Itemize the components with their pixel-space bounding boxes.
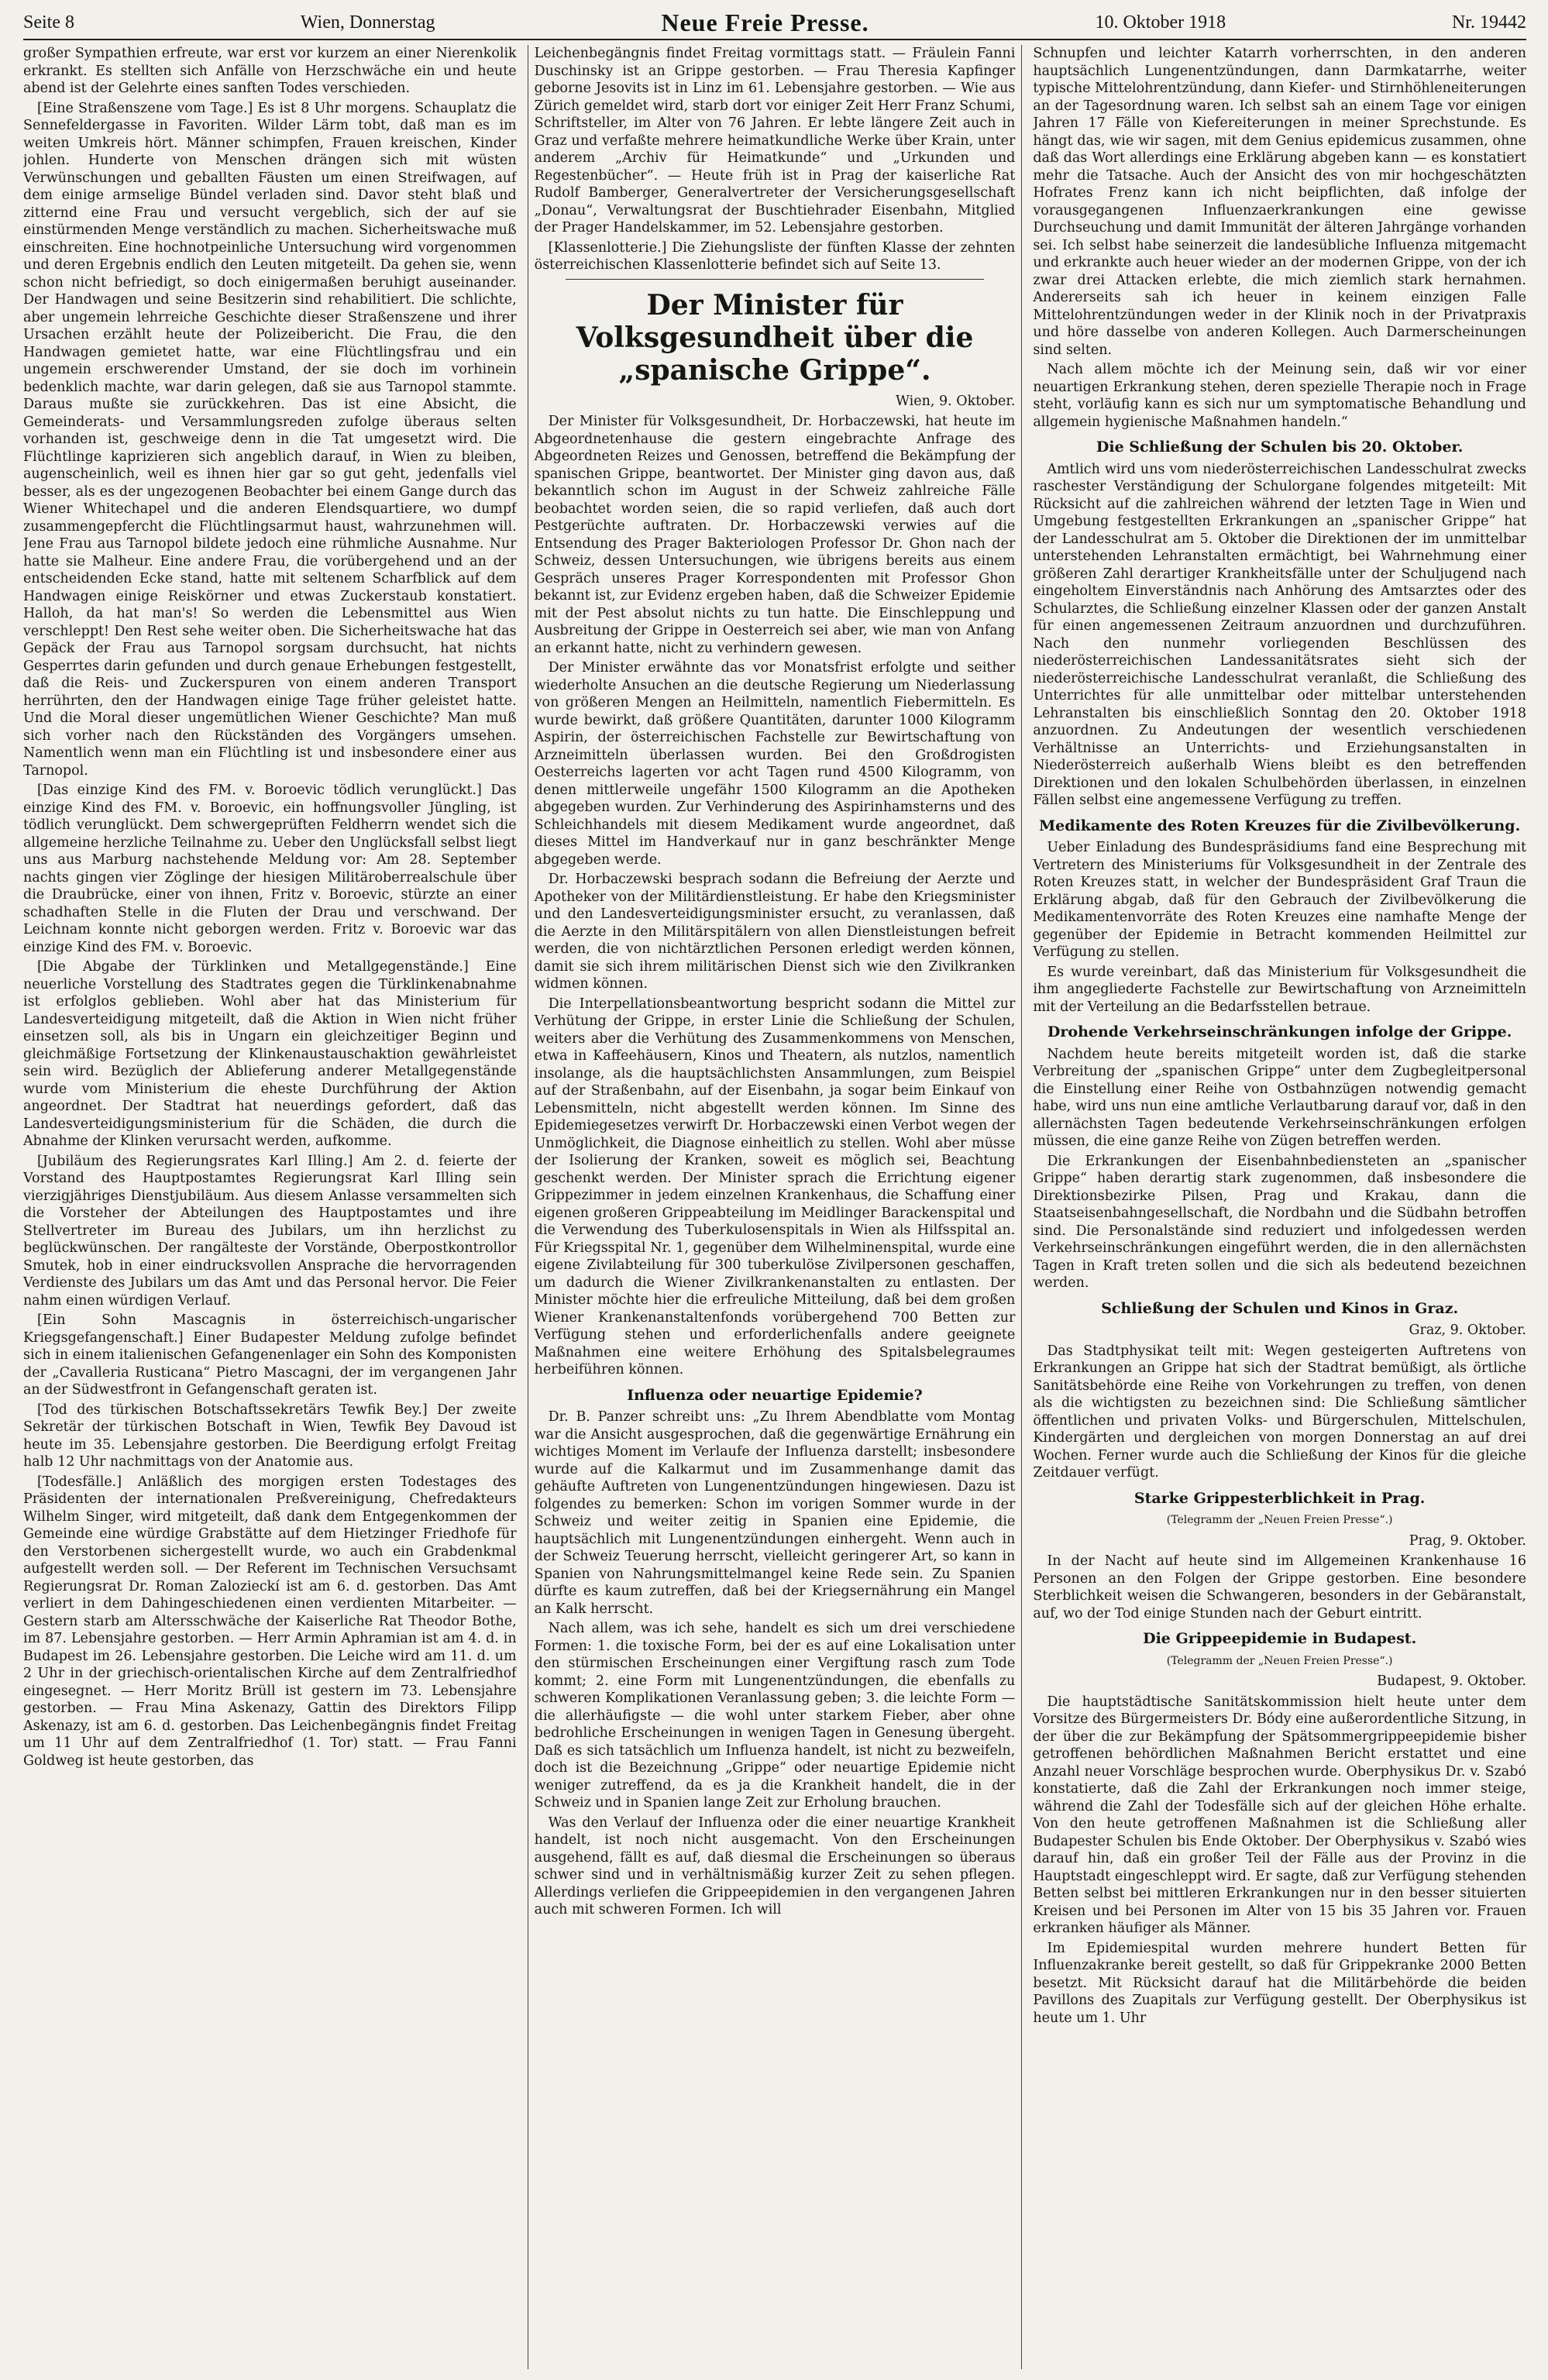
headline-graz: Schließung der Schulen und Kinos in Graz.	[1101, 1299, 1459, 1317]
paragraph: Das Stadtphysikat teilt mit: Wegen gesteigerten Auftretens von Erkrankungen an Grippe hat sich der Stadtrat bemüßigt, als örtliche Sanitätsbehörde eine Reihe von Vorkehrungen zu treffen, von denen als die wichtigsten zu bezeichnen sind: Die Schließung sämtlicher öffentlichen und privaten Volks- und Bürgerschulen, Mittelschulen, Kindergärten und dergleichen von morgen Donnerstag an auf drei Wochen. Ferner wurde auch die Schließung der Kinos für die gleiche Zeitdauer verfügt.	[1033, 1343, 1526, 1481]
article-traffic	[1033, 1046, 1526, 1292]
headline-budapest: Die Grippeepidemie in Budapest.	[1143, 1630, 1417, 1647]
article-red-cross	[1033, 839, 1526, 1016]
page-number: Seite 8	[23, 12, 74, 33]
headline-traffic: Drohende Verkehrseinschränkungen infolge der Grippe.	[1047, 1023, 1512, 1040]
paragraph: [Jubiläum des Regierungsrates Karl Illing.] Am 2. d. feierte der Vorstand des Hauptpostamtes Regierungsrat Karl Illing sein vierzigjähriges Dienstjubiläum. Aus diesem Anlasse versammelten sich die Vorsteher der Abteilungen des Hauptpostamtes und ihre Stellvertreter im Bureau des Jubilars, um ihn herzlichst zu beglückwünschen. Der rangälteste der Vorstände, Oberpostkontrollor Smutek, hob in einer eindrucksvollen Ansprache die hervorragenden Verdienste des Jubilars um das Amt und das Personal hervor. Die Feier nahm einen würdigen Verlauf.	[23, 1153, 517, 1309]
col2-top-notices	[535, 45, 1016, 274]
main-dateline: Wien, 9. Oktober.	[895, 393, 1016, 409]
dateline-prague: Prag, 9. Oktober.	[1409, 1532, 1526, 1549]
paragraph: großer Sympathien erfreute, war erst vor kurzem an einer Nierenkolik erkrankt. Es stellten sich Anfälle von Herzschwäche ein und heute abend ist der Gelehrte eines sanften Todes verschieden.	[23, 46, 517, 96]
paragraph: Die hauptstädtische Sanitätskommission hielt heute unter dem Vorsitze des Bürgermeisters Dr. Bódy eine außerordentliche Sitzung, in der über die zur Bekämpfung der Spätsommergrippeepidemie bisher getroffenen behördlichen Maßnahmen Bericht erstattet und eine Anzahl neuer Vorschläge besprochen wurde. Oberphysikus Dr. v. Szabó konstatierte, daß die Zahl der Erkrankungen noch immer steige, während die Zahl der Todesfälle sich auf der gleichen Höhe erhalte. Von den heute getroffenen Maßnahmen ist die Schließung aller Budapester Schulen bis Ende Oktober. Der Oberphysikus v. Szabó wies darauf hin, daß ein großer Teil der Fälle aus der Provinz in die Hauptstadt eingeschleppt wird. Er sagte, daß zur Verfügung stehenden Betten selbst bei mittleren Erkrankungen nur in den besser situierten Kreisen und bei Personen im Alter von 15 bis 35 Jahren vor. Frauen erkranken häufiger als Männer.	[1033, 1694, 1526, 1936]
paragraph: Dr. B. Panzer schreibt uns: „Zu Ihrem Abendblatte vom Montag war die Ansicht ausgesprochen, daß die gegenwärtige Ernährung ein wichtiges Moment im Verlaufe der Influenza darstellt; insbesondere wurde auf die Kalkarmut und im Zusammenhange damit das gehäufte Auftreten von Lungenentzündungen hingewiesen. Dazu ist folgendes zu bemerken: Schon im vorigen Sommer wurde in der Schweiz und weiter zeitig in Spanien eine Epidemie, die hauptsächlich mit Lungenentzündungen einhergeht. Wenn auch in der Schweiz Teuerung herrscht, vielleicht geringerer Art, so kann in Spanien von Nahrungsmittelmangel keine Rede sein. Zu Spanien dürfte es kaum zutreffen, daß bei der Kriegsernährung ein Mangel an Kalk herrscht.	[534, 1409, 1016, 1617]
column-3	[1033, 45, 1526, 2369]
paragraph: [Eine Straßenszene vom Tage.] Es ist 8 Uhr morgens. Schauplatz die Sennefeldergasse in Favoriten. Wilder Lärm tobt, daß man es im weiten Umkreis hört. Männer schimpfen, Frauen kreischen, Kinder johlen. Hunderte von Menschen drängen sich mit wüsten Verwünschungen und geballten Fäusten um einen Streifwagen, auf dem einige armselige Bündel verladen sind. Davor steht blaß und zitternd eine Frau und versucht vergeblich, sich der auf sie einstürmenden Menge verständlich zu machen. Sicherheitswache muß einschreiten. Eine hochnotpeinliche Untersuchung wird vorgenommen und deren Ergebnis endlich den Leuten mitgeteilt. Da gehen sie, wenn schon nicht befriedigt, so doch einigermaßen beruhigt auseinander. Der Handwagen und seine Besitzerin sind rehabilitiert. Die schlichte, aber ungemein lehrreiche Geschichte dieser Straßenszene und ihrer Ursachen erzählt heute der Polizeibericht. Die Frau, die den Handwagen gemietet hatte, war eine Flüchtlingsfrau und ein ungemein erschwerender Umstand, der sie doch im vorhinein bedenklich machte, war darin gelegen, daß sie aus Tarnopol stammte. Daraus mußte sie zurückkehren. Das ist eine Absicht, die Gemeinderats- und Versammlungsreden zufolge überaus selten vorhanden ist, geschweige denn in die Tat umgesetzt wird. Die Flüchtlinge kaprizieren sich angeblich darauf, in Wien zu bleiben, augenscheinlich, weil es ihnen hier gar so gut geht, jedenfalls viel besser, als es der ungezogenen Beobachter bei einem Gange durch das Wiener Whitechapel und die anderen Elendsquartiere, wo dumpf zusammengepfercht die Flüchtlingsarmut haust, wahrzunehmen will. Jene Frau aus Tarnopol bildete jedoch eine rühmliche Ausnahme. Nur hatte sie Malheur. Eine andere Frau, die vorübergehend und an der entscheidenden Ecke stand, hatte mit seltenem Scharfblick auf dem Handwagen einige Reiskörner und etwas Zuckerstaub konstatiert. Halloh, da hat man's! So werden die Lebensmittel aus Wien verschleppt! Den Rest sehe weiter oben. Die Sicherheitswache hat das Gepäck der Frau aus Tarnopol sorgsam durchsucht, hat nichts Gesperrtes darin gefunden und durch genaue Erhebungen festgestellt, daß die Reis- und Zuckerspuren von einem anderen Transport herrührten, den der Handwagen einige Tage früher geleistet hatte. Und die Moral dieser ungemütlichen Wiener Geschichte? Man muß sich vorher nach den Rückständen des Vorgängers umsehen. Namentlich wenn man ein Flüchtling ist und insbesondere einer aus Tarnopol.	[23, 100, 517, 779]
paragraph: [Tod des türkischen Botschaftssekretärs Tewfik Bey.] Der zweite Sekretär der türkischen Botschaft in Wien, Tewfik Bey Davoud ist heute im 35. Lebensjahre gestorben. Die Beerdigung erfolgt Freitag halb 12 Uhr nachmittags von der Anatomie aus.	[23, 1402, 517, 1470]
headline-prague: Starke Grippesterblichkeit in Prag.	[1133, 1489, 1426, 1507]
main-article-body	[535, 413, 1016, 1379]
paragraph: Was den Verlauf der Influenza oder die einer neuartige Krankheit handelt, ist noch nicht ausgemacht. Von den Erscheinungen ausgehend, fällt es auf, daß diesmal die Erscheinungen so überaus schwer sind und in verhältnismäßig kurzer Zeit zu sehen pflegen. Allerdings verliefen die Grippeepidemien in den vergangenen Jahren auch mit schweren Formen. Ich will	[534, 1814, 1016, 1917]
paragraph: Der Minister erwähnte das vor Monatsfrist erfolgte und seither wiederholte Ansuchen an die deutsche Regierung um Niederlassung von größeren Mengen an Heilmitteln, namentlich Fiebermitteln. Es wurde bewirkt, daß größere Quantitäten, darunter 1000 Kilogramm Aspirin, der österreichischen Fachstelle zur Bewirtschaftung von Arzneimitteln überlassen wurden. Bei den Großdrogisten Oesterreichs lagerten vor acht Tagen rund 4500 Kilogramm, von denen mittlerweile ungefähr 1500 Kilogramm an die Apotheken abgegeben wurden. Zur Verhinderung des Aspirinhamsterns und des Schleichhandels mit diesem Medikament wurde angeordnet, daß dieses Mittel im Handverkauf nur in ganz beschränkter Menge abgegeben werde.	[534, 660, 1016, 868]
dateline-budapest: Budapest, 9. Oktober.	[1377, 1673, 1526, 1689]
paragraph: In der Nacht auf heute sind im Allgemeinen Krankenhause 16 Personen an den Folgen der Grippe gestorben. Eine besondere Sterblichkeit weisen die Schwangeren, besonders in der Gebäranstalt, auf, wo der Tod einige Stunden nach der Geburt eintritt.	[1033, 1553, 1526, 1622]
paragraph: [Klassenlotterie.] Die Ziehungsliste der fünften Klasse der zehnten österreichischen Klassenlotterie befindet sich auf Seite 13.	[534, 239, 1016, 273]
issue-date: 10. Oktober 1918	[1095, 12, 1226, 33]
main-headline: Der Minister für Volksgesundheit über die „spanische Grippe“.	[576, 288, 974, 387]
paragraph: Nach allem möchte ich der Meinung sein, daß wir vor einer neuartigen Erkrankung stehen, deren spezielle Therapie noch in Frage steht, vorläufig kann es sich nur um symptomatische Behandlung und allgemein hygienische Maßnahmen handeln.“	[1033, 362, 1526, 430]
paragraph: Der Minister für Volksgesundheit, Dr. Horbaczewski, hat heute im Abgeordnetenhause die gestern eingebrachte Anfrage des Abgeordneten Reizes und Genossen, betreffend die Bekämpfung der spanischen Grippe, beantwortet. Der Minister ging davon aus, daß bekanntlich schon im August in der Schweiz zahlreiche Fälle beobachtet worden seien, die so rapid verliefen, daß auch dort Pestgerüchte auftraten. Dr. Horbaczewski verwies auf die Entsendung des Prager Bakteriologen Professor Dr. Ghon nach der Schweiz, dessen Untersuchungen, wie übrigens bereits aus einem Gespräch unseres Prager Korrespondenten mit Professor Ghon bekannt ist, zur Evidenz ergeben haben, daß die Schweizer Epidemie mit der Pest absolut nichts zu tun hatte. Die Einschleppung und Ausbreitung der Grippe in Oesterreich sei aber, wie man von Anfang an erkannt hatte, nicht zu verhindern gewesen.	[534, 414, 1016, 656]
dateline-graz: Graz, 9. Oktober.	[1409, 1322, 1526, 1338]
divider	[566, 279, 985, 280]
paragraph: Nach allem, was ich sehe, handelt es sich um drei verschiedene Formen: 1. die toxische Form, bei der es auf eine Lokalisation unter den stürmischen Erscheinungen einer Vergiftung rasch zum Tode kommt; 2. eine Form mit Lungenentzündungen, die ebenfalls zu schweren Komplikationen Veranlassung geben; 3. die leichte Form — die allerhäufigste — die wohl unter starkem Fieber, aber ohne bedrohliche Erscheinungen in wenigen Tagen in Genesung übergeht. Daß es sich tatsächlich um Influenza handelt, ist nicht zu bezweifeln, doch ist die Bezeichnung „Grippe“ oder neuartige Epidemie nicht weniger zutreffend, da es ja die Krankheit handelt, die in der Schweiz und in Spanien lange Zeit zur Erholung brauchen.	[534, 1621, 1016, 1811]
paragraph: [Ein Sohn Mascagnis in österreichisch-ungarischer Kriegsgefangenschaft.] Einer Budapester Meldung zufolge befindet sich in einem italienischen Gefangenenlager ein Sohn des Komponisten der „Cavalleria Rusticana“ Pietro Mascagni, der im vergangenen Jahr an der Südwestfront in Gefangenschaft geraten ist.	[23, 1312, 517, 1398]
col3-top-text	[1033, 45, 1526, 431]
issue-number: Nr. 19442	[1451, 12, 1526, 33]
city-day: Wien, Donnerstag	[300, 12, 435, 33]
paragraph: Schnupfen und leichter Katarrh vorherrschten, in den anderen hauptsächlich Lungenentzündungen, dann Darmkatarrhe, weiter typische Mittelohrentzündung, dann Kiefer- und Stirnhöhleneiterungen an der Tagesordnung waren. Ich selbst sah an einem Tage vor einigen Jahren 17 Fälle von Kiefereiterungen in meiner Sprechstunde. Es hängt das, wie wir sagen, mit dem Genius epidemicus zusammen, ohne daß das Wort allerdings eine Erklärung abgeben kann — es konstatiert mehr die Tatsache. Auch der Ansicht des von mir hochgeschätzten Hofrates Frenz kann ich nicht beipflichten, daß infolge der vorausgegangenen Influenzaerkrankungen eine gewisse Durchseuchung und damit Immunität der älteren Jahrgänge vorhanden sei. Ich selbst habe seinerzeit die landesübliche Influenza mitgemacht und erkrankte auch heuer wieder an der modernen Grippe, von der ich zwar drei Attacken erlebte, die mich ziemlich stark hernahmen. Andererseits sah ich heuer in keinem einzigen Falle Mittelohrentzündungen weder in der Klinik noch in der Privatpraxis und höre dasselbe von anderen Kollegen. Auch Darmerscheinungen sind selten.	[1033, 46, 1526, 358]
paragraph: Dr. Horbaczewski besprach sodann die Befreiung der Aerzte und Apotheker von der Militärdienstleistung. Er habe den Kriegsminister und den Landesverteidigungsminister ersucht, zu veranlassen, daß die Aerzte in den Militärspitälern von allen Dienstleistungen befreit werden, die von nichtärztlichen Personen erledigt werden können, damit sie sich ihrem militärischen Dienst sich wie den Zivilkranken widmen können.	[534, 872, 1016, 992]
article-schools	[1033, 461, 1526, 810]
sub-article-body	[535, 1408, 1016, 1919]
columns	[23, 45, 1526, 2369]
paragraph: Im Epidemiespital wurden mehrere hundert Betten für Influenzakranke bereit gestellt, so daß für Grippekranke 2000 Betten besetzt. Mit Rücksicht darauf hat die Militärbehörde die beiden Pavillons des Zuapitals zur Verfügung gestellt. Der Oberphysikus ist heute um 1. Uhr	[1033, 1940, 1526, 2026]
paragraph: Es wurde vereinbart, daß das Ministerium für Volksgesundheit die ihm angegliederte Fachstelle zur Bewirtschaftung von Arzneimitteln mit der Verteilung an die Bedarfsstellen betraue.	[1033, 964, 1526, 1015]
masthead: Neue Freie Presse.	[661, 8, 869, 36]
telegram-note-prague: (Telegramm der „Neuen Freien Presse“.)	[1166, 1514, 1393, 1526]
paragraph: [Todesfälle.] Anläßlich des morgigen ersten Todestages des Präsidenten der internationalen Preßvereinigung, Chefredakteurs Wilhelm Singer, wird mitgeteilt, daß dank dem Entgegenkommen der Gemeinde eine würdige Grabstätte auf dem Hietzinger Friedhofe für den Verstorbenen sichergestellt wurde, wo auch ein Grabdenkmal aufgestellt werden soll. — Der Referent im Technischen Versuchsamt Regierungsrat Dr. Roman Zalozieckí ist am 6. d. gestorben. Das Amt verliert in dem Dahingeschiedenen einen verdienten Mitarbeiter. — Gestern starb am Altersschwäche der Kaiserliche Rat Theodor Bothe, im 87. Lebensjahre gestorben. — Herr Armin Aphramian ist am 4. d. in Budapest im 26. Lebensjahre gestorben. Die Leiche wird am 11. d. um 2 Uhr in der griechisch-orientalischen Kirche auf dem Zentralfriedhof eingesegnet. — Herr Moritz Brüll ist gestern im 73. Lebensjahre gestorben. — Frau Mina Askenazy, Gattin des Direktors Filipp Askenazy, ist am 6. d. gestorben. Das Leichenbegängnis findet Freitag um 11 Uhr auf dem Zentralfriedhof (1. Tor) statt. — Frau Fanni Goldweg ist heute gestorben, das	[23, 1474, 517, 1769]
article-graz	[1033, 1343, 1526, 1482]
page-header	[23, 6, 1526, 40]
sub-headline: Influenza oder neuartige Epidemie?	[627, 1386, 923, 1404]
paragraph: Leichenbegängnis findet Freitag vormittags statt. — Fräulein Fanni Duschinsky ist an Grippe gestorben. — Frau Theresia Kapfinger geborne Jesovits ist in Linz im 61. Lebensjahre gestorben. — Wie aus Zürich gemeldet wird, starb dort vor einiger Zeit Herr Franz Schumi, Schriftsteller, im Alter von 76 Jahren. Er lebte längere Zeit auch in Graz und verfaßte mehrere heimatkundliche Werke über Krain, unter anderem „Archiv für Heimatkunde“ und „Urkunden und Regestenbücher“. — Heute früh ist in Prag der kaiserliche Rat Rudolf Bamberger, Generalvertreter der Versicherungsgesellschaft „Donau“, Verwaltungsrat der Buschtiehrader Eisenbahn, Mitglied der Prager Handelskammer, im 52. Lebensjahre gestorben.	[534, 46, 1016, 236]
article-prague	[1033, 1553, 1526, 1622]
paragraph: [Das einzige Kind des FM. v. Boroevic tödlich verunglückt.] Das einzige Kind des FM. v. Boroevic, ein hoffnungsvoller Jüngling, ist tödlich verunglückt. Dem schwergeprüften Feldherrn wendet sich die allgemeine herzliche Teilnahme zu. Ueber den Unglücksfall selbst liegt uns aus Marburg nachstehende Meldung vor: Am 28. September nachts gingen vier Zöglinge der hiesigen Militäroberrealschule über die Draubrücke, einer von ihnen, Fritz v. Boroevic, stürzte an einer schadhaften Stelle in die Fluten der Drau und verschwand. Der Leichnam konnte nicht geborgen werden. Fritz v. Boroevic war das einzige Kind des FM. v. Boroevic.	[23, 782, 517, 955]
paragraph: [Die Abgabe der Türklinken und Metallgegenstände.] Eine neuerliche Vorstellung des Stadtrates gegen die Türklinkenabnahme ist erfolglos geblieben. Wohl aber hat das Ministerium für Landesverteidigung mitgeteilt, daß die Aktion in Wien nicht früher einsetzen soll, als bis in Ungarn ein gleichzeitiger Beginn und gleichmäßige Fortsetzung der Klinkenaustauschaktion gewährleistet sein wird. Bezüglich der Ablieferung anderer Metallgegenstände wurde vom Ministerium die eheste Durchführung der Aktion angeordnet. Der Stadtrat hat neuerdings gefordert, daß das Landesverteidigungsministerium für die Schäden, die durch die Abnahme der Klinken verursacht werden, aufkomme.	[23, 959, 517, 1149]
headline-schools: Die Schließung der Schulen bis 20. Oktober.	[1096, 439, 1464, 456]
telegram-note-budapest: (Telegramm der „Neuen Freien Presse“.)	[1166, 1654, 1393, 1667]
paragraph: Amtlich wird uns vom niederösterreichischen Landesschulrat zwecks raschester Verständigung der Schulorgane folgendes mitgeteilt: Mit Rücksicht auf die zahlreichen während der letzten Tage in Wien und Umgebung festgestellten Erkrankungen an „spanischer Grippe“ hat der Landesschulrat am 5. Oktober die Direktionen der im unmittelbar unterstehenden Lehranstalten ermächtigt, bei Wahrnehmung einer größeren Zahl derartiger Krankheitsfälle unter der Schuljugend nach eingeholtem Einverständnis nach Anhörung des Amtsarztes oder des Schularztes, die Schließung einzelner Klassen oder der ganzen Anstalt für einen angemessenen Zeitraum anzuordnen und durchzuführen. Nach den nunmehr vorliegenden Beschlüssen des niederösterreichischen Landessanitätsrates sieht sich der niederösterreichische Landesschulrat veranlaßt, die Schließung des Unterrichtes für alle unmittelbar oder mittelbar unterstehenden Lehranstalten bis einschließlich Sonntag den 20. Oktober 1918 anzuordnen. Zu Andeutungen der wesentlich verschiedenen Verhältnisse an Unterrichts- und Erziehungsanstalten in Niederösterreich außerhalb Wiens bleibt es den betreffenden Direktionen und den lokalen Schulbehörden überlassen, in einzelnen Fällen selbst eine angemessene Verfügung zu treffen.	[1033, 461, 1526, 808]
article-budapest	[1033, 1694, 1526, 2027]
paragraph: Nachdem heute bereits mitgeteilt worden ist, daß die starke Verbreitung der „spanischen Grippe“ unter dem Zugbegleitpersonal die Einstellung einer Reihe von Ostbahnzügen notwendig gemacht habe, wird uns nun eine amtliche Verlautbarung darauf vor, daß in den allernächsten Tagen bedeutende Verkehrseinschränkungen erfolgen müssen, die eine ganze Reihe von Zügen betreffen werden.	[1033, 1046, 1526, 1149]
paragraph: Die Erkrankungen der Eisenbahnbediensteten an „spanischer Grippe“ haben derartig stark zugenommen, daß insbesondere die Direktionsbezirke Pilsen, Prag und Krakau, dann die Staatseisenbahngesellschaft, die Nordbahn und die Südbahn betroffen sind. Die Personalstände sind reduziert und infolgedessen werden Verkehrseinschränkungen eingeführt werden, die in den allernächsten Tagen in Kraft treten sollen und die sich als bedeutend bezeichnen werden.	[1033, 1153, 1526, 1291]
headline-red-cross: Medikamente des Roten Kreuzes für die Zivilbevölkerung.	[1039, 817, 1521, 834]
column-1	[23, 45, 517, 2369]
paragraph: Die Interpellationsbeantwortung bespricht sodann die Mittel zur Verhütung der Grippe, in erster Linie die Schließung der Schulen, weiters aber die Verhütung des Zusammenkommens von Menschen, etwa in Kaffeehäusern, Kinos und Theatern, als nutzlos, namentlich insolange, als die hauptsächlichsten Ansammlungen, zum Beispiel auf der Straßenbahn, auf der Eisenbahn, ja sogar beim Einkauf von Lebensmitteln, nicht abgestellt werden können. Im Sinne des Epidemiegesetzes verwirft Dr. Horbaczewski einen Verbot wegen der Unmöglichkeit, die Diagnose einheitlich zu stellen. Wohl aber müsse der Isolierung der Kranken, soweit es möglich sei, Beachtung geschenkt werden. Der Minister sprach die Errichtung eigener Grippezimmer in jedem einzelnen Krankenhaus, die Schaffung einer eigenen großeren Grippeabteilung im Meidlinger Barackenspital und die Verwendung des Tuberkulosenspitals in Wien als Hilfsspital an. Für Kriegsspital Nr. 1, gegenüber dem Wilhelminenspital, wurde eine eigene Zivilabteilung für 300 tuberkulöse Zivilpersonen geschaffen, um dadurch die Wiener Zivilkrankenanstalten zu entlasten. Der Minister möchte hier die erfreuliche Mitteilung, daß bei dem großen Wiener Krankenanstaltenfonds vorübergehend 700 Betten zur Verfügung stehen und erforderlichenfalls andere geeignete Maßnahmen eine weitere Erhöhung des Spitalsbelegraumes herbeiführen können.	[534, 996, 1016, 1377]
paragraph: Ueber Einladung des Bundespräsidiums fand eine Besprechung mit Vertretern des Ministeriums für Volksgesundheit in der Zentrale des Roten Kreuzes statt, in welcher der Bundespräsident Graf Traun die Erklärung abgab, daß für den Gebrauch der Zivilbevölkerung die Medikamentenvorräte des Roten Kreuzes eine namhafte Menge der gegenüber der Epidemie in Betracht kommenden Heilmittel zur Verfügung zu stellen.	[1033, 840, 1526, 960]
column-2	[528, 45, 1023, 2369]
